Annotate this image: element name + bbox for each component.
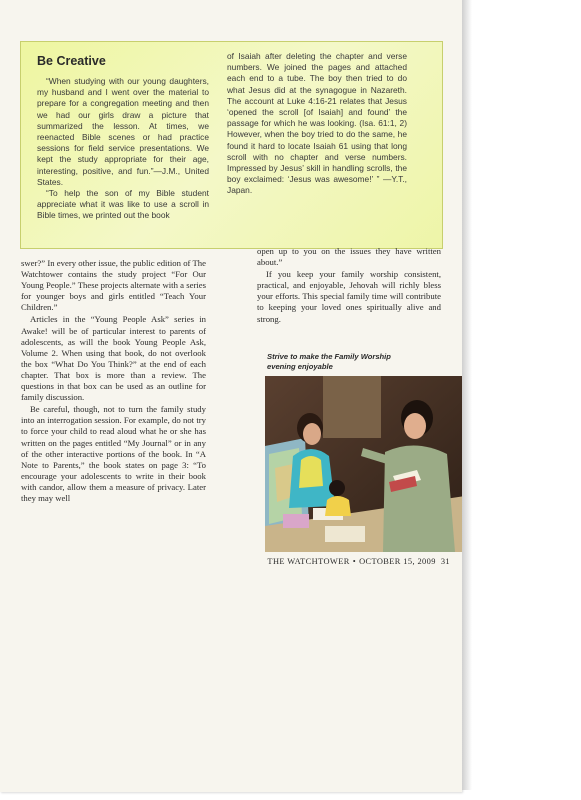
body-paragraph: open up to you on the issues they have written about.”	[257, 246, 441, 268]
body-paragraph: Be careful, though, not to turn the family study into an interrogation session. For example, do not try to force your child to read aloud what he or she has written on the pages entitled “My Journal” or in any of the other interactive portions of the book. In “A Note to Parents,” the book states on page 3: “To encourage your adolescents to write in their book with candor, allow them a measure of privacy. Later they may well	[21, 404, 206, 503]
family-worship-photo	[265, 376, 465, 552]
left-text-column	[21, 258, 206, 504]
page-number: 31	[440, 557, 450, 566]
be-creative-box	[20, 41, 443, 249]
body-paragraph: Articles in the “Young People Ask” series in Awake! will be of particular interest to parents of adolescents, as will the book Young People Ask, Volume 2. When using that book, do not overlook the box “What Do You Think?” at the end of each chapter. That box is more than a review. The questions in that box can be used as an outline for family discussion.	[21, 314, 206, 403]
box-title: Be Creative	[37, 54, 106, 68]
footer-date: OCTOBER 15, 2009	[359, 557, 436, 566]
footer-separator: •	[352, 557, 357, 566]
page-footer	[250, 557, 450, 566]
footer-publication: THE WATCHTOWER	[267, 557, 350, 566]
body-paragraph: If you keep your family worship consistent, practical, and enjoyable, Jehovah will richly bless your efforts. This special family time will contribute to keeping your loved ones spiritually alive and strong.	[257, 269, 441, 324]
right-text-column	[257, 246, 441, 325]
box-paragraph: “To help the son of my Bible student appreciate what it was like to use a scroll in Bible times, we printed out the book	[37, 188, 209, 221]
box-left-column	[37, 76, 209, 222]
box-right-column	[227, 51, 407, 197]
photo-caption: Strive to make the Family Worship evening enjoyable	[267, 352, 391, 371]
box-paragraph: of Isaiah after deleting the chapter and verse numbers. We joined the pages and attached each end to a tube. The boy then tried to do what Jesus did at the synagogue in Nazareth. The account at Luke 4:16-21 relates that Jesus ‘opened the scroll [of Isaiah] and found’ the passage for which he was looking. (Isa. 61:1, 2) However, when the boy tried to do the same, he found it hard to locate Isaiah 61 using that long scroll with no chapter and verse numbers. Impressed by Jesus’ skill in handling scrolls, the boy exclaimed: ‘Jesus was awesome!’ ” —Y.T., Japan.	[227, 51, 407, 196]
family-worship-illustration	[265, 376, 465, 552]
page-edge-shadow	[462, 0, 472, 790]
box-paragraph: “When studying with our young daughters, my husband and I went over the material to prepare for a congregation meeting and then we had our girls draw a picture that summarized the lesson. At times, we reenacted Bible scenes or had practice sessions for field service presentations. We kept the study appropriate for their age, interesting, positive, and fun.”—J.M., United States.	[37, 76, 209, 187]
body-paragraph: swer?” In every other issue, the public edition of The Watchtower contains the study project “For Our Young People.” These projects alternate with a series for younger boys and girls entitled “Teach Your Children.”	[21, 258, 206, 313]
